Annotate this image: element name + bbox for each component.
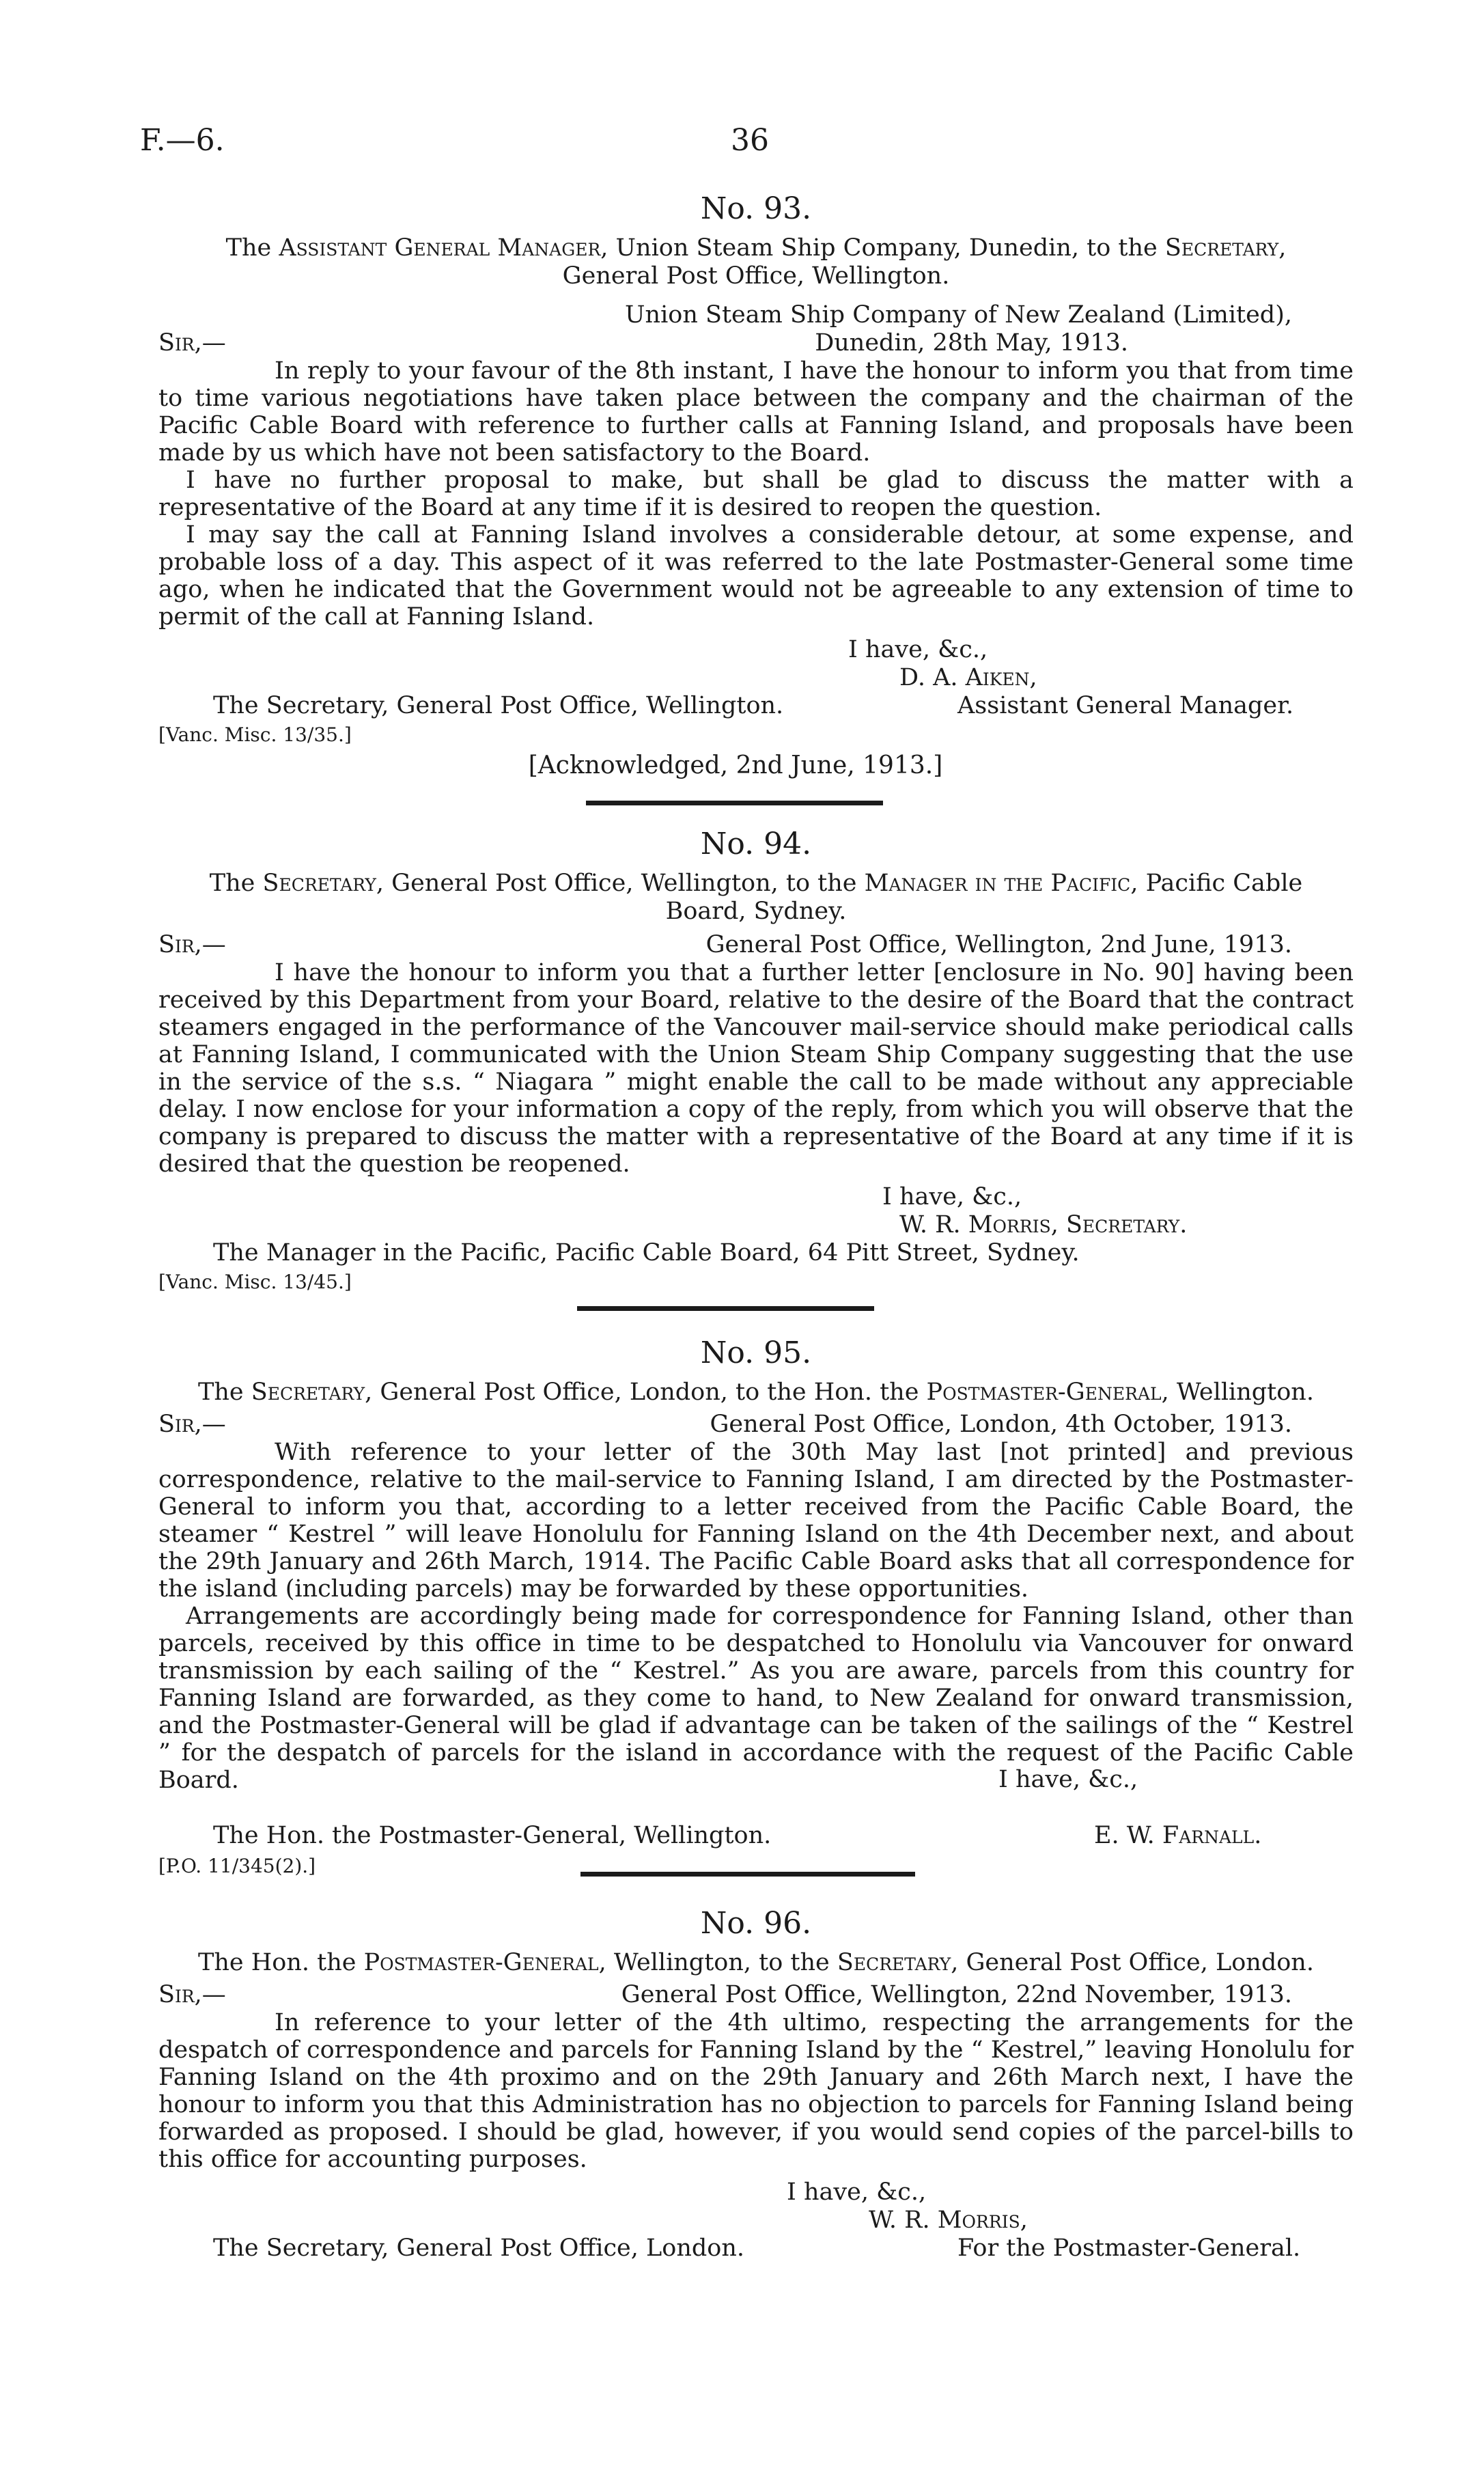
paragraph: In reply to your favour of the 8th instant, I have the honour to inform you that from time to time various negotiations have taken place between the company and the chairman of the Pacific Cable Board with reference to further calls at Fanning Island, and proposals have been made by us which have not been satisfactory to the Board. xyxy=(158,357,1354,467)
heading-smallcaps-run: Secretary xyxy=(837,1949,951,1976)
salutation: Sir,— xyxy=(158,1411,226,1438)
heading-line xyxy=(158,870,1354,898)
salutation: Sir,— xyxy=(158,931,226,958)
salutation-row xyxy=(158,329,1354,357)
paragraph: With reference to your letter of the 30th May last [not printed] and previous correspondence, relative to the mail-service to Fanning Island, I am directed by the Postmaster-General to inform you that, according to a letter received from the Pacific Cable Board, the steamer “ Kestrel ” will leave Honolulu for Fanning Island on the 4th December next, and about the 29th January and 26th March, 1914. The Pacific Cable Board asks that all correspondence for the island (including parcels) may be forwarded by these opportunities. xyxy=(158,1439,1354,1603)
page-number: 36 xyxy=(731,123,769,158)
paragraph: I have the honour to inform you that a further letter [enclosure in No. 90] having been received by this Department from your Board, relative to the desire of the Board that the contract steamers engaged in the performance of the Vancouver mail-service should make periodical calls at Fanning Island, I communicated with the Union Steam Ship Company suggesting that the use in the service of the s.s. “ Niagara ” might enable the call to be made without any appreciable delay. I now enclose for your information a copy of the reply, from which you will observe that the company is prepared to discuss the matter with a representative of the Board at any time if it is desired that the question be reopened. xyxy=(158,959,1354,1178)
addressee: The Manager in the Pacific, Pacific Cable Board, 64 Pitt Street, Sydney. xyxy=(213,1239,1080,1267)
salutation-row xyxy=(158,1981,1354,2009)
paragraph: Arrangements are accordingly being made for correspondence for Fanning Island, other than parcels, received by this office in time to be despatched to Honolulu via Vancouver for onward transmission by each sailing of the “ Kestrel.” As you are aware, parcels from this country for Fanning Island are forwarded, as they come to hand, to New Zealand for onward transmission, and the Postmaster-General will be glad if advantage can be taken of the sailings of the “ Kestrel ” for the despatch of parcels for the island in accordance with the request of the Pacific Cable Board. xyxy=(158,1603,1354,1794)
letter-heading xyxy=(158,1949,1354,1977)
dateline: Dunedin, 28th May, 1913. xyxy=(815,329,1128,357)
acknowledgement: [Acknowledged, 2nd June, 1913.] xyxy=(528,751,943,779)
paragraph: I may say the call at Fanning Island involves a considerable detour, at some expense, and probable loss of a day. This aspect of it was referred to the late Postmaster-General some time ago, when he indicated that the Government would not be agreeable to any extension of time to permit of the call at Fanning Island. xyxy=(158,521,1354,631)
dateline: General Post Office, Wellington, 22nd November, 1913. xyxy=(621,1981,1292,2008)
heading-line xyxy=(158,262,1354,290)
divider xyxy=(577,1306,874,1311)
addressee: The Secretary, General Post Office, Wellington. xyxy=(213,692,784,719)
closing: I have, &c., xyxy=(882,1183,1022,1210)
salutation-row xyxy=(158,931,1354,959)
heading-line xyxy=(158,234,1354,262)
heading-run: , General Post Office, Wellington, to the xyxy=(376,870,865,897)
paragraph: I have no further proposal to make, but shall be glad to discuss the matter with a representative of the Board at any time if it is desired to reopen the question. xyxy=(158,467,1354,521)
sender-address: Union Steam Ship Company of New Zealand (Limited), xyxy=(625,301,1292,329)
letter-94 xyxy=(158,827,1354,1295)
divider xyxy=(586,801,883,805)
closing: I have, &c., xyxy=(787,2178,927,2206)
addressee: The Hon. the Postmaster-General, Wellington. xyxy=(213,1822,772,1849)
heading-smallcaps-run: Secretary xyxy=(251,1379,365,1406)
paragraph: In reference to your letter of the 4th ultimo, respecting the arrangements for the despatch of correspondence and parcels for Fanning Island by the “ Kestrel,” leaving Honolulu for Fanning Island on the 4th proximo and on the 29th January and 26th March next, I have the honour to inform you that this Administration has no objection to parcels for Fanning Island being forwarded as proposed. I should be glad, however, if you would send copies of the parcel-bills to this office for accounting purposes. xyxy=(158,2009,1354,2173)
heading-run: , General Post Office, London, to the Hon. the xyxy=(365,1379,927,1406)
letter-number: No. 95. xyxy=(700,1336,812,1370)
letter-heading xyxy=(158,1379,1354,1407)
salutation: Sir,— xyxy=(158,329,226,357)
signer: D. A. Aiken, xyxy=(899,664,1037,691)
addressee-row xyxy=(158,2234,1354,2262)
heading-run: , Union Steam Ship Company, Dunedin, to the xyxy=(600,234,1165,262)
dateline: General Post Office, Wellington, 2nd June, 1913. xyxy=(705,931,1292,958)
heading-line xyxy=(158,1379,1354,1407)
heading-line xyxy=(158,1949,1354,1977)
page-ref: F.—6. xyxy=(140,123,225,158)
salutation-row xyxy=(158,1411,1354,1439)
heading-run: General Post Office, Wellington. xyxy=(562,262,950,290)
heading-run: The xyxy=(209,870,263,897)
addressee: The Secretary, General Post Office, London. xyxy=(213,2234,745,2262)
signer: W. R. Morris, Secretary. xyxy=(899,1211,1188,1238)
addressee-row xyxy=(158,1822,1354,1850)
letter-96 xyxy=(158,1906,1354,2262)
letter-heading xyxy=(158,870,1354,926)
heading-run: The xyxy=(225,234,279,262)
signer-title: For the Postmaster-General. xyxy=(957,2234,1301,2262)
heading-smallcaps-run: Assistant General Manager xyxy=(279,234,601,262)
heading-smallcaps-run: Secretary xyxy=(1164,234,1279,262)
heading-smallcaps-run: Secretary xyxy=(262,870,376,897)
closing-row xyxy=(158,1766,1354,1794)
file-reference: [Vanc. Misc. 13/35.] xyxy=(158,723,352,746)
heading-smallcaps-run: Postmaster-General xyxy=(363,1949,599,1976)
heading-line xyxy=(158,898,1354,926)
salutation: Sir,— xyxy=(158,1981,226,2008)
letter-number: No. 93. xyxy=(700,191,812,226)
closing: I have, &c., xyxy=(998,1766,1138,1793)
heading-run: The xyxy=(198,1379,251,1406)
signer: E. W. Farnall. xyxy=(1094,1822,1262,1849)
heading-run: , Wellington, to the xyxy=(598,1949,837,1976)
divider xyxy=(580,1872,915,1877)
heading-run: , xyxy=(1278,234,1287,262)
file-reference: [Vanc. Misc. 13/45.] xyxy=(158,1271,352,1293)
signer-title: Assistant General Manager. xyxy=(957,692,1294,719)
heading-run: The Hon. the xyxy=(198,1949,364,1976)
file-reference: [P.O. 11/345(2).] xyxy=(158,1855,316,1877)
letter-93 xyxy=(158,191,1354,779)
letter-95 xyxy=(158,1336,1354,1879)
closing: I have, &c., xyxy=(848,636,988,663)
heading-smallcaps-run: Manager in the Pacific xyxy=(864,870,1131,897)
heading-run: , General Post Office, London. xyxy=(951,1949,1314,1976)
signer: W. R. Morris, xyxy=(869,2206,1028,2234)
dateline: General Post Office, London, 4th October, 1913. xyxy=(710,1411,1292,1438)
letter-number: No. 94. xyxy=(700,827,812,861)
addressee-row xyxy=(158,692,1354,720)
heading-smallcaps-run: Postmaster-General xyxy=(926,1379,1162,1406)
heading-run: , Wellington. xyxy=(1161,1379,1314,1406)
heading-run: Board, Sydney. xyxy=(665,898,847,925)
heading-run: , Pacific Cable xyxy=(1130,870,1303,897)
letter-number: No. 96. xyxy=(700,1906,812,1941)
letter-heading xyxy=(158,234,1354,290)
